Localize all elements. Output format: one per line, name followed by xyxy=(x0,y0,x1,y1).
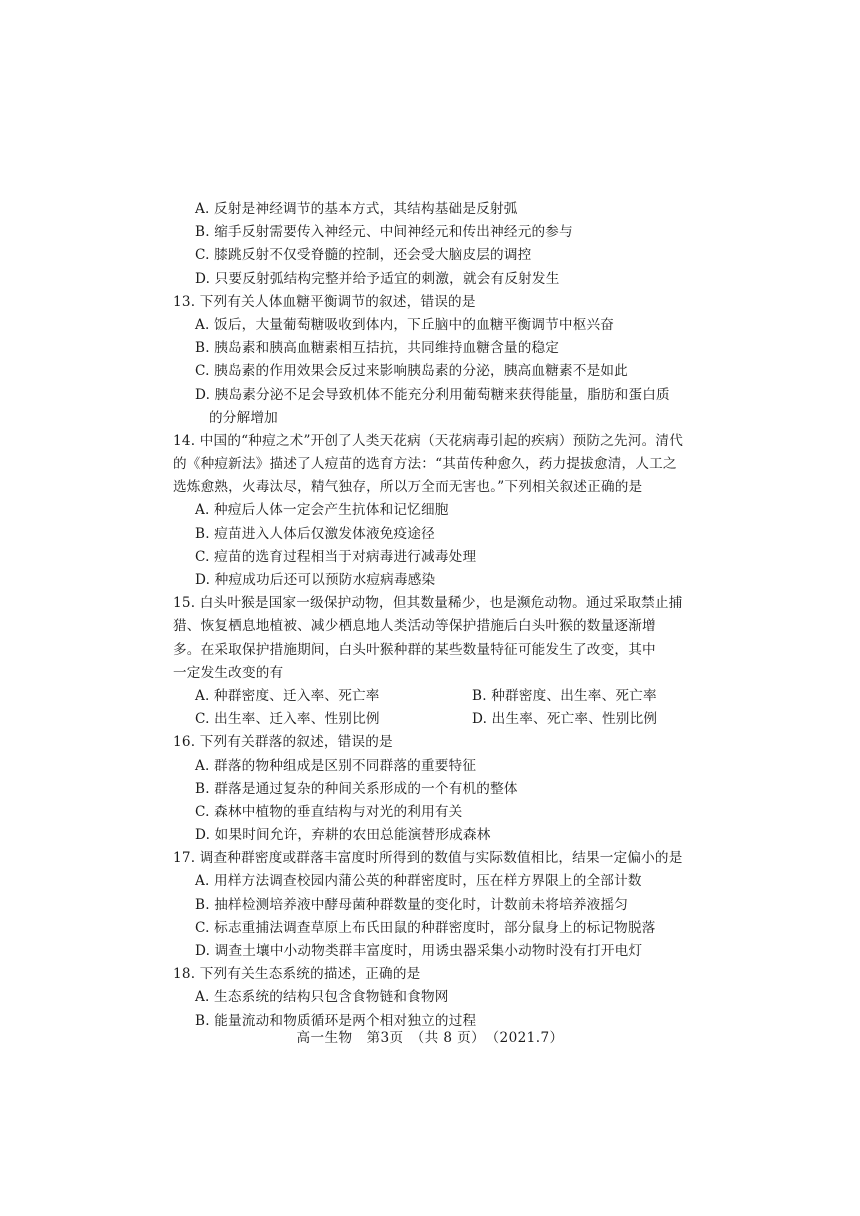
q13-option-d: D. 胰岛素分泌不足会导致机体不能充分利用葡萄糖来获得能量，脂肪和蛋白质 xyxy=(195,386,670,403)
q17-option-d: D. 调查土壤中小动物类群丰富度时，用诱虫器采集小动物时没有打开电灯 xyxy=(195,943,643,959)
q14-stem-line-3: 选炼愈熟，火毒汰尽，精气独存，所以万全而无害也。”下列相关叙述正确的是 xyxy=(173,479,643,496)
q14-option-c: C. 痘苗的选育过程相当于对病毒进行减毒处理 xyxy=(195,548,477,565)
q15-stem-line-2: 猎、恢复栖息地植被、减少栖息地人类活动等保护措施后白头叶猴的数量逐渐增 xyxy=(173,618,656,635)
q14-option-b: B. 痘苗进入人体后仅激发体液免疫途径 xyxy=(195,525,435,542)
q13-option-a: A. 饭后，大量葡萄糖吸收到体内，下丘脑中的血糖平衡调节中枢兴奋 xyxy=(195,316,615,333)
q12-option-d: D. 只要反射弧结构完整并给予适宜的刺激，就会有反射发生 xyxy=(195,270,560,287)
q15-option-b: B. 种群密度、出生率、死亡率 xyxy=(472,687,657,704)
q18-option-b: B. 能量流动和物质循环是两个相对独立的过程 xyxy=(195,1012,477,1029)
question-list xyxy=(173,198,733,1033)
q14-option-d: D. 种痘成功后还可以预防水痘病毒感染 xyxy=(195,572,436,588)
q15-option-a: A. 种群密度、迁入率、死亡率 xyxy=(195,687,380,704)
q15-option-d: D. 出生率、死亡率、性别比例 xyxy=(472,711,658,728)
q16-option-a: A. 群落的物种组成是区别不同群落的重要特征 xyxy=(195,757,477,774)
q16-option-b: B. 群落是通过复杂的种间关系形成的一个有机的整体 xyxy=(195,780,518,797)
q13-stem: 13. 下列有关人体血糖平衡调节的叙述，错误的是 xyxy=(173,293,476,310)
q14-stem-line-2: 的《种痘新法》描述了人痘苗的选育方法：“其苗传种愈久，药力提拔愈清，人工之 xyxy=(173,456,677,473)
q18-option-a: A. 生态系统的结构只包含食物链和食物网 xyxy=(195,989,449,1006)
q12-option-b: B. 缩手反射需要传入神经元、中间神经元和传出神经元的参与 xyxy=(195,224,573,241)
q14-stem-line-1: 14. 中国的“种痘之术”开创了人类天花病（天花病毒引起的疾病）预防之先河。清代 xyxy=(173,432,684,449)
q13-option-d-continued: 的分解增加 xyxy=(209,409,278,426)
q13-option-b: B. 胰岛素和胰高血糖素相互拮抗，共同维持血糖含量的稳定 xyxy=(195,340,560,357)
q16-stem: 16. 下列有关群落的叙述，错误的是 xyxy=(173,734,393,751)
q12-option-a: A. 反射是神经调节的基本方式，其结构基础是反射弧 xyxy=(195,201,518,217)
q16-option-d: D. 如果时间允许，弃耕的农田总能演替形成森林 xyxy=(195,827,491,844)
q18-stem: 18. 下列有关生态系统的描述，正确的是 xyxy=(173,966,421,983)
q12-option-c: C. 膝跳反射不仅受脊髓的控制，还会受大脑皮层的调控 xyxy=(195,247,532,264)
q17-stem: 17. 调查种群密度或群落丰富度时所得到的数值与实际数值相比，结果一定偏小的是 xyxy=(173,850,683,867)
q15-options-row-1 xyxy=(173,685,733,708)
q15-options-row-2 xyxy=(173,708,733,731)
q15-stem-line-4: 一定发生改变的有 xyxy=(173,664,284,681)
q17-option-b: B. 抽样检测培养液中酵母菌种群数量的变化时，计数前未将培养液摇匀 xyxy=(195,896,629,913)
q16-option-c: C. 森林中植物的垂直结构与对光的利用有关 xyxy=(195,803,463,820)
q13-option-c: C. 胰岛素的作用效果会反过来影响胰岛素的分泌，胰高血糖素不是如此 xyxy=(195,363,628,380)
page-footer: 高一生物 第3页 （共 8 页） （2021.7） xyxy=(296,1030,564,1046)
q15-stem-line-1: 15. 白头叶猴是国家一级保护动物，但其数量稀少，也是濒危动物。通过采取禁止捕 xyxy=(173,595,683,612)
q17-option-a: A. 用样方法调查校园内蒲公英的种群密度时，压在样方界限上的全部计数 xyxy=(195,873,642,890)
q15-stem-line-3: 多。在采取保护措施期间，白头叶猴种群的某些数量特征可能发生了改变，其中 xyxy=(173,641,656,658)
q14-option-a: A. 种痘后人体一定会产生抗体和记忆细胞 xyxy=(195,502,449,519)
q17-option-c: C. 标志重捕法调查草原上布氏田鼠的种群密度时，部分鼠身上的标记物脱落 xyxy=(195,919,656,936)
q15-option-c: C. 出生率、迁入率、性别比例 xyxy=(195,711,380,728)
